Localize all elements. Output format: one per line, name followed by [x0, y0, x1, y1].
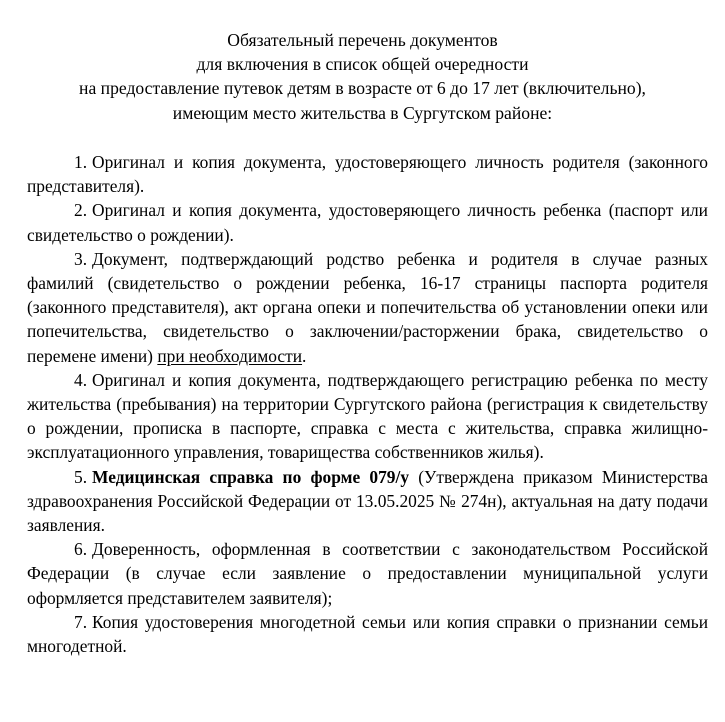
- title-line: для включения в список общей очередности: [196, 54, 529, 75]
- list-item: [27, 537, 708, 610]
- item-text: (Утверждена приказом Министерства здравоохранения Российской Федерации от 13.05.2025 № 274н), актуальная на дату подачи заявления.: [27, 466, 708, 536]
- list-item: [27, 368, 708, 465]
- item-number: 7.: [74, 611, 88, 632]
- item-bold-text: Медицинская справка по форме 079/у: [92, 466, 410, 487]
- title-line: имеющим место жительства в Сургутском районе:: [172, 102, 553, 123]
- item-text: Документ, подтверждающий родство ребенка и родителя в случае разных фамилий (свидетельство о рождении ребенка, 16-17 страницы паспорта родителя (законного представителя), акт органа опеки и попечительства об установлении опеки или попечительства, свидетельство о заключении/расторжении брака, свидетельство о перемене имени): [27, 248, 708, 366]
- title-line: Обязательный перечень документов: [227, 30, 498, 50]
- item-text: Оригинал и копия документа, подтверждающего регистрацию ребенка по месту жительства (пребывания) на территории Сургутского района (регистрация к свидетельству о рождении, прописка в паспорте, справка с места с жительства, справка жилищно-эксплуатационного управления, товарищества собственников жилья).: [27, 369, 708, 463]
- item-number: 1.: [74, 152, 88, 172]
- list-item: [27, 465, 708, 538]
- item-number: 2.: [74, 200, 88, 221]
- item-text: Доверенность, оформленная в соответствии с законодательством Российской Федерации (в случае если заявление о предоставлении муниципальной услуги оформляется представителем заявителя);: [27, 539, 708, 608]
- list-item: [27, 150, 708, 198]
- item-text: Оригинал и копия документа, удостоверяющего личность родителя (законного представителя).: [27, 152, 708, 197]
- document-title: [0, 28, 725, 125]
- title-line: на предоставление путевок детям в возрасте от 6 до 17 лет (включительно),: [79, 78, 646, 99]
- item-underlined-text: при необходимости: [157, 345, 303, 366]
- item-text: Копия удостоверения многодетной семьи или копия справки о признании семьи многодетной.: [27, 611, 708, 657]
- item-number: 4.: [74, 369, 88, 390]
- list-item: [27, 610, 708, 658]
- item-number: 3.: [74, 248, 88, 269]
- list-item: [27, 247, 708, 368]
- item-number: 6.: [74, 539, 88, 560]
- item-tail: .: [302, 345, 307, 366]
- list-item: [27, 198, 708, 246]
- document-list: [27, 150, 708, 658]
- item-text: Оригинал и копия документа, удостоверяющего личность ребенка (паспорт или свидетельство о рождении).: [27, 200, 708, 245]
- item-number: 5.: [74, 466, 88, 487]
